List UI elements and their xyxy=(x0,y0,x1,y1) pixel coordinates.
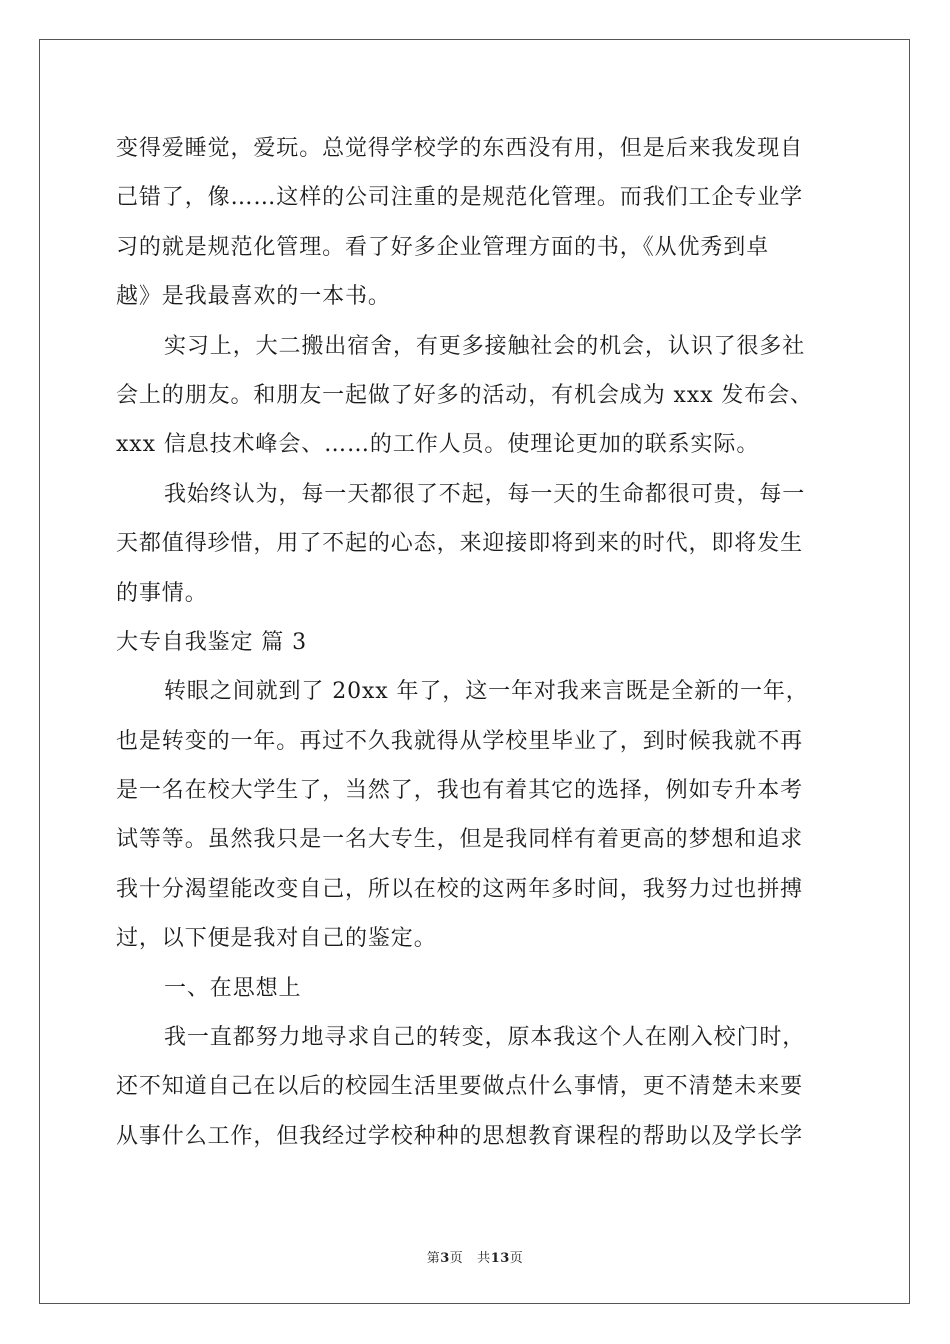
text-line: 转眼之间就到了 20xx 年了，这一年对我来言既是全新的一年， xyxy=(164,679,809,705)
page-prefix: 第 xyxy=(426,1251,441,1266)
total-prefix: 共 xyxy=(477,1251,491,1266)
section-heading: 大专自我鉴定 篇 3 xyxy=(116,629,307,655)
text-line: 我十分渴望能改变自己，所以在校的这两年多时间，我努力过也拼搏 xyxy=(116,876,804,902)
text-line: 会上的朋友。和朋友一起做了好多的活动，有机会成为 xxx 发布会、 xyxy=(116,382,813,408)
total-suffix: 页 xyxy=(509,1251,524,1266)
text-line: 从事什么工作，但我经过学校种种的思想教育课程的帮助以及学长学 xyxy=(116,1123,804,1149)
text-line: 的事情。 xyxy=(116,580,208,606)
page-footer xyxy=(0,1247,950,1266)
text-line: 我始终认为，每一天都很了不起，每一天的生命都很可贵，每一 xyxy=(164,481,806,507)
text-line: 试等等。虽然我只是一名大专生，但是我同样有着更高的梦想和追求 xyxy=(116,827,804,853)
text-line: 过，以下便是我对自己的鉴定。 xyxy=(116,926,437,952)
text-line: 天都值得珍惜，用了不起的心态，来迎接即将到来的时代，即将发生 xyxy=(116,531,804,557)
text-line: 越》是我最喜欢的一本书。 xyxy=(116,284,391,310)
text-line: 是一名在校大学生了，当然了，我也有着其它的选择，例如专升本考 xyxy=(116,778,804,804)
text-line: 习的就是规范化管理。看了好多企业管理方面的书，《从优秀到卓 xyxy=(116,234,770,260)
document-body xyxy=(116,124,836,1161)
subsection-heading: 一、在思想上 xyxy=(164,975,302,1001)
text-line: xxx 信息技术峰会、……的工作人员。使理论更加的联系实际。 xyxy=(116,432,760,458)
page-suffix: 页 xyxy=(449,1251,464,1266)
text-line: 我一直都努力地寻求自己的转变，原本我这个人在刚入校门时， xyxy=(164,1025,806,1051)
page-number: 3 xyxy=(440,1251,450,1266)
text-line: 实习上，大二搬出宿舍，有更多接触社会的机会，认识了很多社 xyxy=(164,333,806,359)
text-line: 还不知道自己在以后的校园生活里要做点什么事情，更不清楚未来要 xyxy=(116,1074,804,1100)
total-pages: 13 xyxy=(490,1251,510,1266)
text-line: 变得爱睡觉，爱玩。总觉得学校学的东西没有用，但是后来我发现自 xyxy=(116,136,804,161)
text-line: 也是转变的一年。再过不久我就得从学校里毕业了，到时候我就不再 xyxy=(116,728,804,754)
text-line: 己错了，像……这样的公司注重的是规范化管理。而我们工企专业学 xyxy=(116,185,804,211)
